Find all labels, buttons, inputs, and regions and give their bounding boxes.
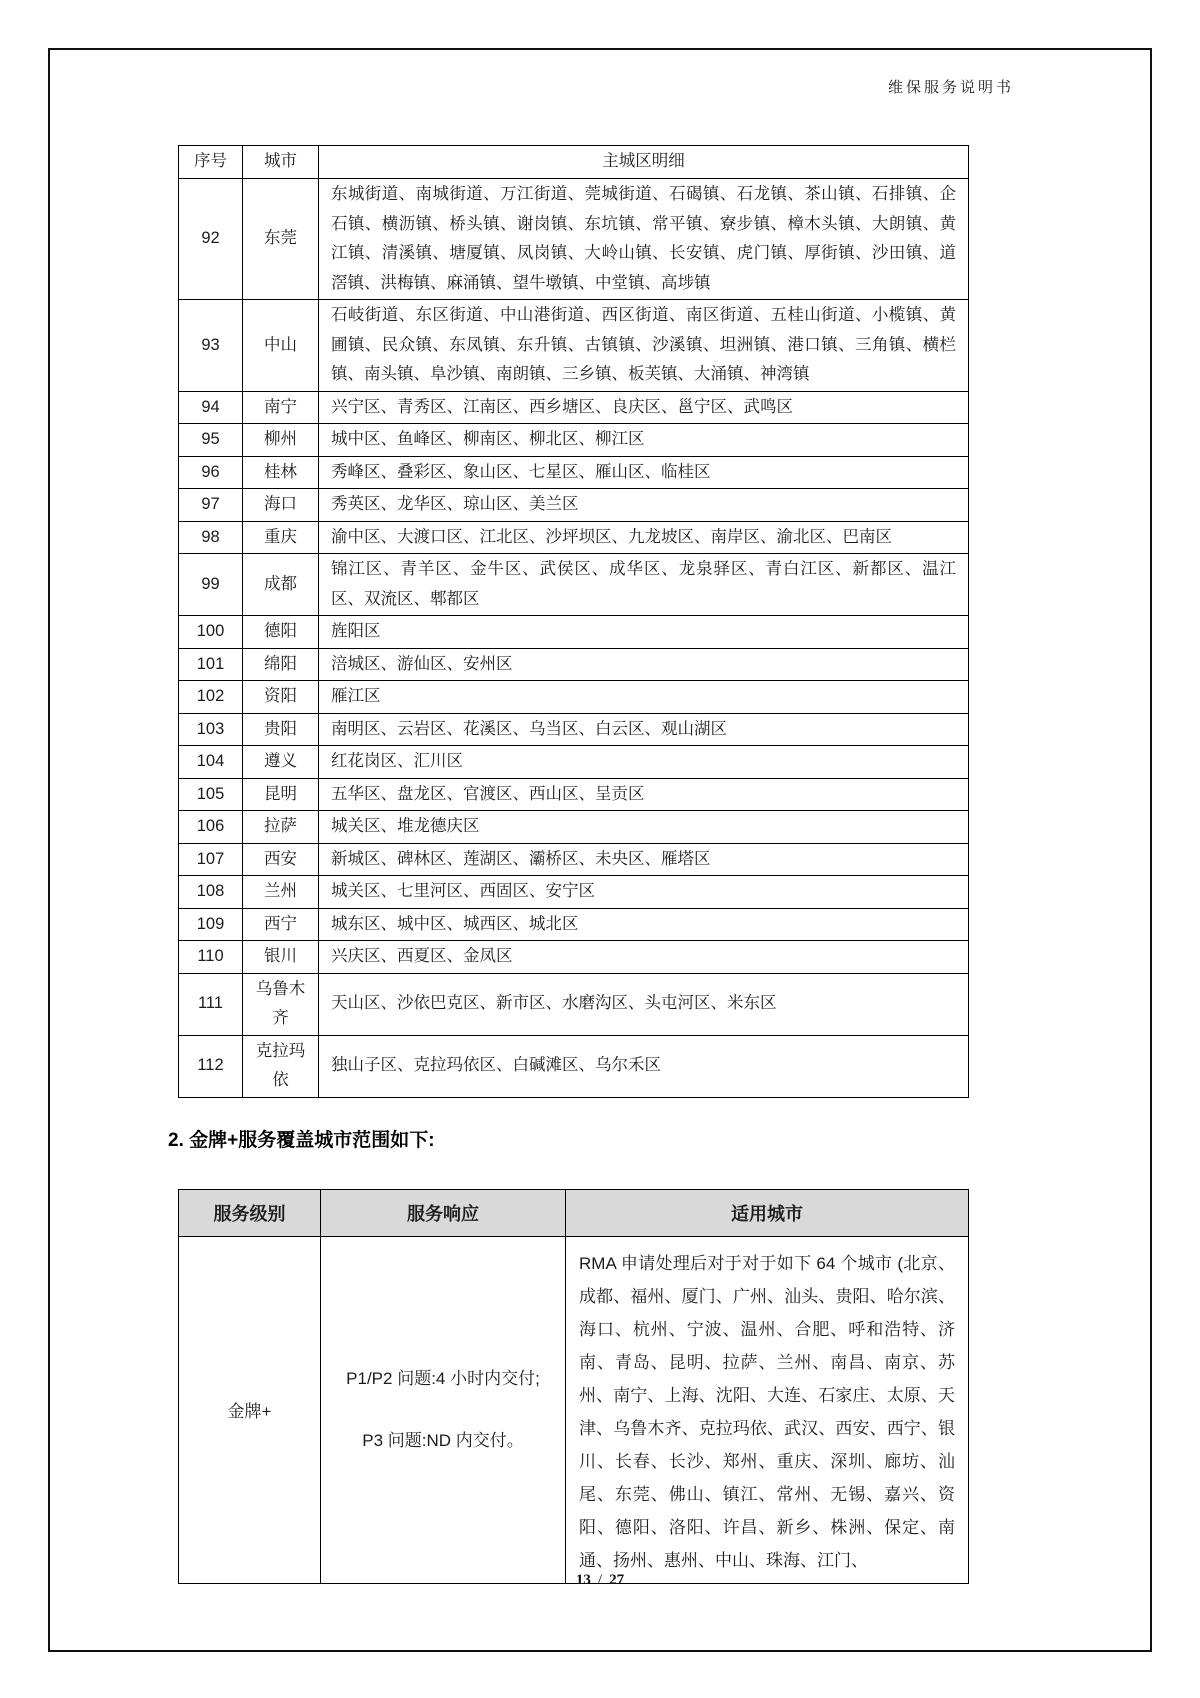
service-table-head: [179, 1189, 969, 1236]
row-districts: 红花岗区、汇川区: [319, 746, 969, 779]
row-seq: 104: [179, 746, 243, 779]
row-seq: 99: [179, 554, 243, 616]
row-city: 海口: [243, 489, 319, 522]
row-seq: 109: [179, 908, 243, 941]
row-city: 德阳: [243, 616, 319, 649]
row-city: 兰州: [243, 876, 319, 909]
row-city: 遵义: [243, 746, 319, 779]
table-row: [179, 489, 969, 522]
table-row: [179, 391, 969, 424]
page-footer: [0, 1572, 1200, 1589]
table-row: [179, 811, 969, 844]
footer-separator: /: [597, 1572, 603, 1588]
row-seq: 95: [179, 424, 243, 457]
row-districts: 秀峰区、叠彩区、象山区、七星区、雁山区、临桂区: [319, 456, 969, 489]
table-row: [179, 681, 969, 714]
table-row: [179, 300, 969, 392]
row-city: 东莞: [243, 179, 319, 300]
row-city: 中山: [243, 300, 319, 392]
row-seq: 108: [179, 876, 243, 909]
row-districts: 兴宁区、青秀区、江南区、西乡塘区、良庆区、邕宁区、武鸣区: [319, 391, 969, 424]
row-seq: 103: [179, 713, 243, 746]
table-row: [179, 908, 969, 941]
row-seq: 110: [179, 941, 243, 974]
header-city: 城市: [243, 146, 319, 179]
row-city: 绵阳: [243, 648, 319, 681]
row-districts: 城关区、七里河区、西固区、安宁区: [319, 876, 969, 909]
row-seq: 112: [179, 1035, 243, 1097]
row-city: 昆明: [243, 778, 319, 811]
response-p1p2: P1/P2 问题:4 小时内交付;: [346, 1369, 540, 1388]
row-seq: 102: [179, 681, 243, 714]
row-seq: 100: [179, 616, 243, 649]
row-seq: 101: [179, 648, 243, 681]
service-table-row: [179, 1236, 969, 1583]
row-seq: 98: [179, 521, 243, 554]
row-seq: 107: [179, 843, 243, 876]
row-city: 克拉玛依: [243, 1035, 319, 1097]
table-row: [179, 554, 969, 616]
section-heading: 2. 金牌+服务覆盖城市范围如下:: [168, 1129, 435, 1151]
city-table-body: [179, 179, 969, 1098]
row-city: 乌鲁木齐: [243, 973, 319, 1035]
row-city: 西安: [243, 843, 319, 876]
row-districts: 五华区、盘龙区、官渡区、西山区、呈贡区: [319, 778, 969, 811]
row-seq: 92: [179, 179, 243, 300]
header-detail: 主城区明细: [319, 146, 969, 179]
row-city: 西宁: [243, 908, 319, 941]
city-table-header-row: [179, 146, 969, 179]
row-districts: 新城区、碑林区、莲湖区、灞桥区、未央区、雁塔区: [319, 843, 969, 876]
row-city: 银川: [243, 941, 319, 974]
table-row: [179, 179, 969, 300]
row-city: 柳州: [243, 424, 319, 457]
footer-total-pages: 27: [609, 1572, 625, 1588]
row-city: 资阳: [243, 681, 319, 714]
row-seq: 106: [179, 811, 243, 844]
service-response-cell: [321, 1236, 566, 1583]
table-row: [179, 713, 969, 746]
applicable-cities-cell: RMA 申请处理后对于对于如下 64 个城市 (北京、成都、福州、厦门、广州、汕头、贵阳、哈尔滨、海口、杭州、宁波、温州、合肥、呼和浩特、济南、青岛、昆明、拉萨、兰州、南昌、南京、苏州、南宁、上海、沈阳、大连、石家庄、太原、天津、乌鲁木齐、克拉玛依、武汉、西安、西宁、银川、长春、长沙、郑州、重庆、深圳、廊坊、汕尾、东莞、佛山、镇江、常州、无锡、嘉兴、资阳、德阳、洛阳、许昌、新乡、株洲、保定、南通、扬州、惠州、中山、珠海、江门、: [566, 1236, 969, 1583]
row-districts: 城东区、城中区、城西区、城北区: [319, 908, 969, 941]
page-content: [168, 145, 968, 1584]
row-city: 成都: [243, 554, 319, 616]
response-p3: P3 问题:ND 内交付。: [362, 1431, 524, 1450]
table-row: [179, 424, 969, 457]
service-level-cell: 金牌+: [179, 1236, 321, 1583]
table-row: [179, 456, 969, 489]
header-seq: 序号: [179, 146, 243, 179]
header-applicable-cities: 适用城市: [566, 1189, 969, 1236]
table-row: [179, 616, 969, 649]
row-seq: 93: [179, 300, 243, 392]
table-row: [179, 1035, 969, 1097]
row-districts: 涪城区、游仙区、安州区: [319, 648, 969, 681]
footer-page-number: 13: [575, 1572, 591, 1588]
row-districts: 兴庆区、西夏区、金凤区: [319, 941, 969, 974]
row-city: 桂林: [243, 456, 319, 489]
row-districts: 雁江区: [319, 681, 969, 714]
row-districts: 城关区、堆龙德庆区: [319, 811, 969, 844]
table-row: [179, 876, 969, 909]
row-city: 重庆: [243, 521, 319, 554]
row-districts: 旌阳区: [319, 616, 969, 649]
service-level-table: [178, 1189, 969, 1584]
table-row: [179, 648, 969, 681]
service-table-body: [179, 1236, 969, 1583]
row-districts: 渝中区、大渡口区、江北区、沙坪坝区、九龙坡区、南岸区、渝北区、巴南区: [319, 521, 969, 554]
header-service-level: 服务级别: [179, 1189, 321, 1236]
table-row: [179, 746, 969, 779]
row-seq: 105: [179, 778, 243, 811]
row-city: 南宁: [243, 391, 319, 424]
table-row: [179, 778, 969, 811]
table-row: [179, 521, 969, 554]
row-districts: 南明区、云岩区、花溪区、乌当区、白云区、观山湖区: [319, 713, 969, 746]
row-districts: 城中区、鱼峰区、柳南区、柳北区、柳江区: [319, 424, 969, 457]
row-districts: 独山子区、克拉玛依区、白碱滩区、乌尔禾区: [319, 1035, 969, 1097]
row-districts: 东城街道、南城街道、万江街道、莞城街道、石碣镇、石龙镇、茶山镇、石排镇、企石镇、横沥镇、桥头镇、谢岗镇、东坑镇、常平镇、寮步镇、樟木头镇、大朗镇、黄江镇、清溪镇、塘厦镇、凤岗镇、大岭山镇、长安镇、虎门镇、厚街镇、沙田镇、道滘镇、洪梅镇、麻涌镇、望牛墩镇、中堂镇、高埗镇: [319, 179, 969, 300]
city-table-head: [179, 146, 969, 179]
row-seq: 96: [179, 456, 243, 489]
table-row: [179, 941, 969, 974]
table-row: [179, 843, 969, 876]
row-seq: 111: [179, 973, 243, 1035]
row-city: 拉萨: [243, 811, 319, 844]
row-seq: 97: [179, 489, 243, 522]
row-seq: 94: [179, 391, 243, 424]
header-service-response: 服务响应: [321, 1189, 566, 1236]
row-districts: 石岐街道、东区街道、中山港街道、西区街道、南区街道、五桂山街道、小榄镇、黄圃镇、民众镇、东凤镇、东升镇、古镇镇、沙溪镇、坦洲镇、港口镇、三角镇、横栏镇、南头镇、阜沙镇、南朗镇、三乡镇、板芙镇、大涌镇、神湾镇: [319, 300, 969, 392]
table-row: [179, 973, 969, 1035]
city-districts-table: [178, 145, 969, 1098]
row-districts: 秀英区、龙华区、琼山区、美兰区: [319, 489, 969, 522]
row-districts: 锦江区、青羊区、金牛区、武侯区、成华区、龙泉驿区、青白江区、新都区、温江区、双流区、郫都区: [319, 554, 969, 616]
doc-header-title: 维保服务说明书: [887, 80, 1014, 96]
service-table-header-row: [179, 1189, 969, 1236]
row-districts: 天山区、沙依巴克区、新市区、水磨沟区、头屯河区、米东区: [319, 973, 969, 1035]
row-city: 贵阳: [243, 713, 319, 746]
